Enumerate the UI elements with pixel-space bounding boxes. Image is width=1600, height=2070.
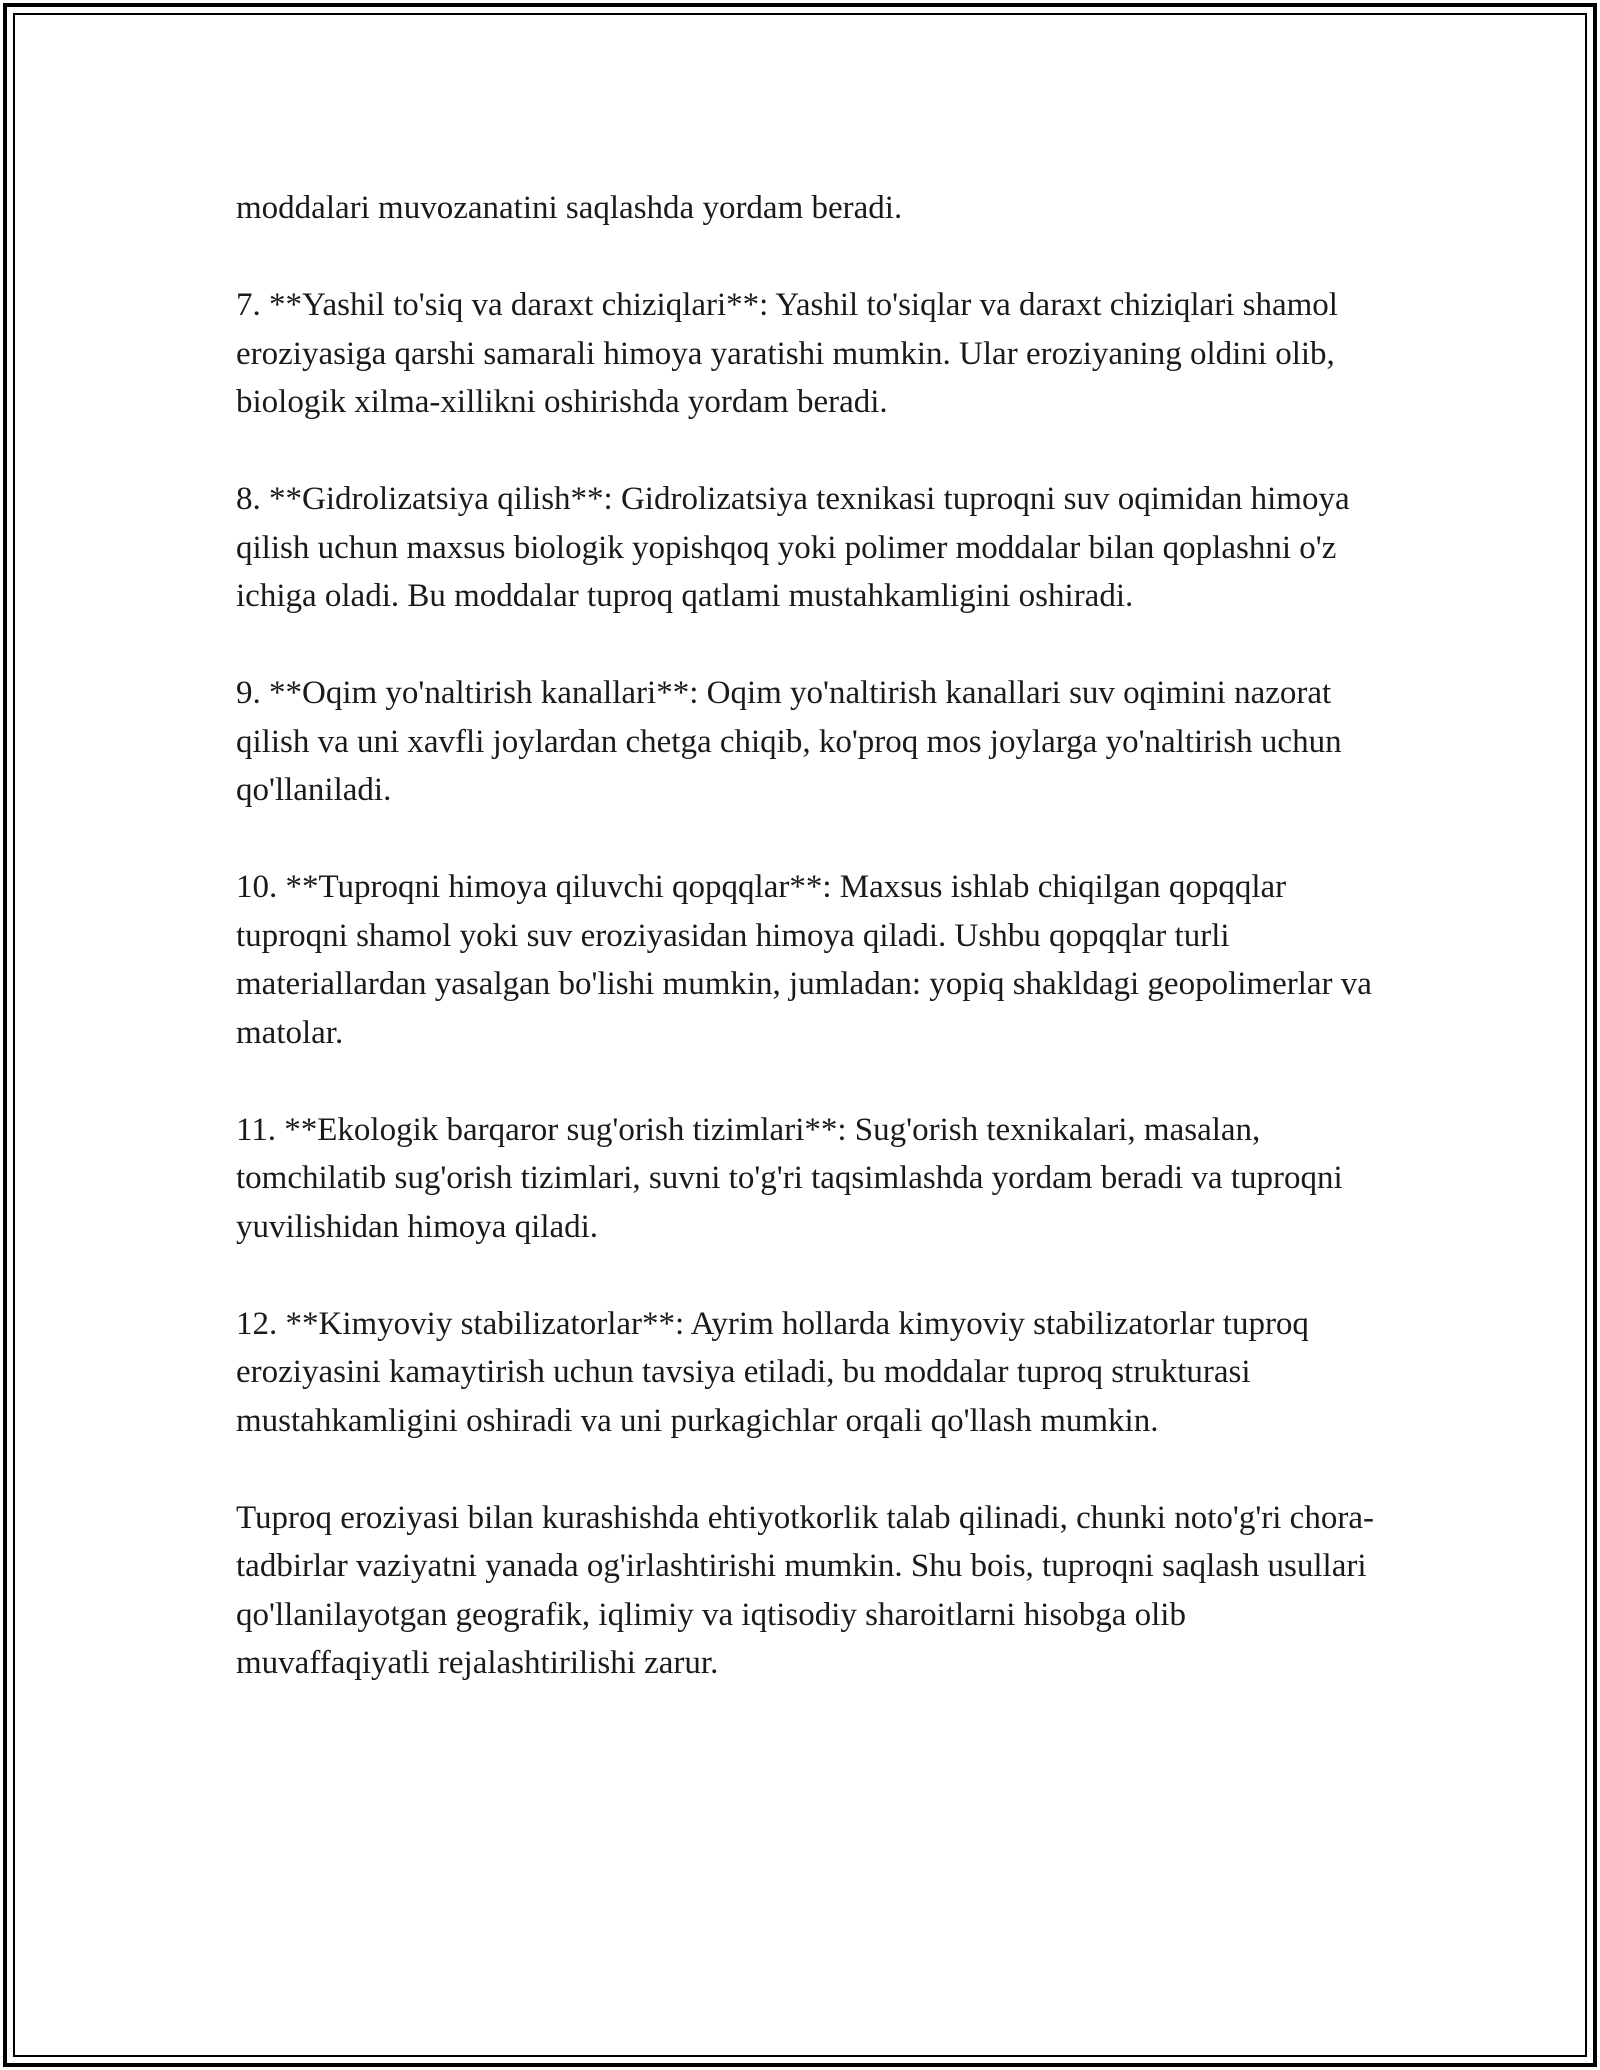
document-body: [236, 184, 1376, 1688]
paragraph-item-10: 10. **Tuproqni himoya qiluvchi qopqqlar**: Maxsus ishlab chiqilgan qopqqlar tuproqni shamol yoki suv eroziyasidan himoya qiladi. Ushbu qopqqlar turli materiallardan yasalgan bo'lishi mumkin, jumladan: yopiq shakldagi geopolimerlar va matolar.: [236, 869, 1372, 1051]
paragraph-item-12: 12. **Kimyoviy stabilizatorlar**: Ayrim hollarda kimyoviy stabilizatorlar tuproq eroziyasini kamaytirish uchun tavsiya etiladi, bu moddalar tuproq strukturasi mustahkamligini oshiradi va uni purkagichlar orqali qo'llash mumkin.: [236, 1305, 1309, 1439]
paragraph-item-7: 7. **Yashil to'siq va daraxt chiziqlari**: Yashil to'siqlar va daraxt chiziqlari shamol eroziyasiga qarshi samarali himoya yaratishi mumkin. Ular eroziyaning oldini olib, biologik xilma-xillikni oshirishda yordam beradi.: [236, 287, 1338, 420]
paragraph-conclusion: Tuproq eroziyasi bilan kurashishda ehtiyotkorlik talab qilinadi, chunki noto'g'ri chora-tadbirlar vaziyatni yanada og'irlashtirishi mumkin. Shu bois, tuproqni saqlash usullari qo'llanilayotgan geografik, iqlimiy va iqtisodiy sharoitlarni hisobga olib muvaffaqiyatli rejalashtirilishi zarur.: [236, 1499, 1374, 1681]
paragraph-item-11: 11. **Ekologik barqaror sug'orish tizimlari**: Sug'orish texnikalari, masalan, tomchilatib sug'orish tizimlari, suvni to'g'ri taqsimlashda yordam beradi va tuproqni yuvilishidan himoya qiladi.: [236, 1111, 1343, 1245]
paragraph-continuation: moddalari muvozanatini saqlashda yordam beradi.: [236, 190, 903, 226]
paragraph-item-9: 9. **Oqim yo'naltirish kanallari**: Oqim yo'naltirish kanallari suv oqimini nazorat qilish va uni xavfli joylardan chetga chiqib, ko'proq mos joylarga yo'naltirish uchun qo'llaniladi.: [236, 675, 1342, 808]
paragraph-item-8: 8. **Gidrolizatsiya qilish**: Gidrolizatsiya texnikasi tuproqni suv oqimidan himoya qilish uchun maxsus biologik yopishqoq yoki polimer moddalar bilan qoplashni o'z ichiga oladi. Bu moddalar tuproq qatlami mustahkamligini oshiradi.: [236, 481, 1350, 614]
